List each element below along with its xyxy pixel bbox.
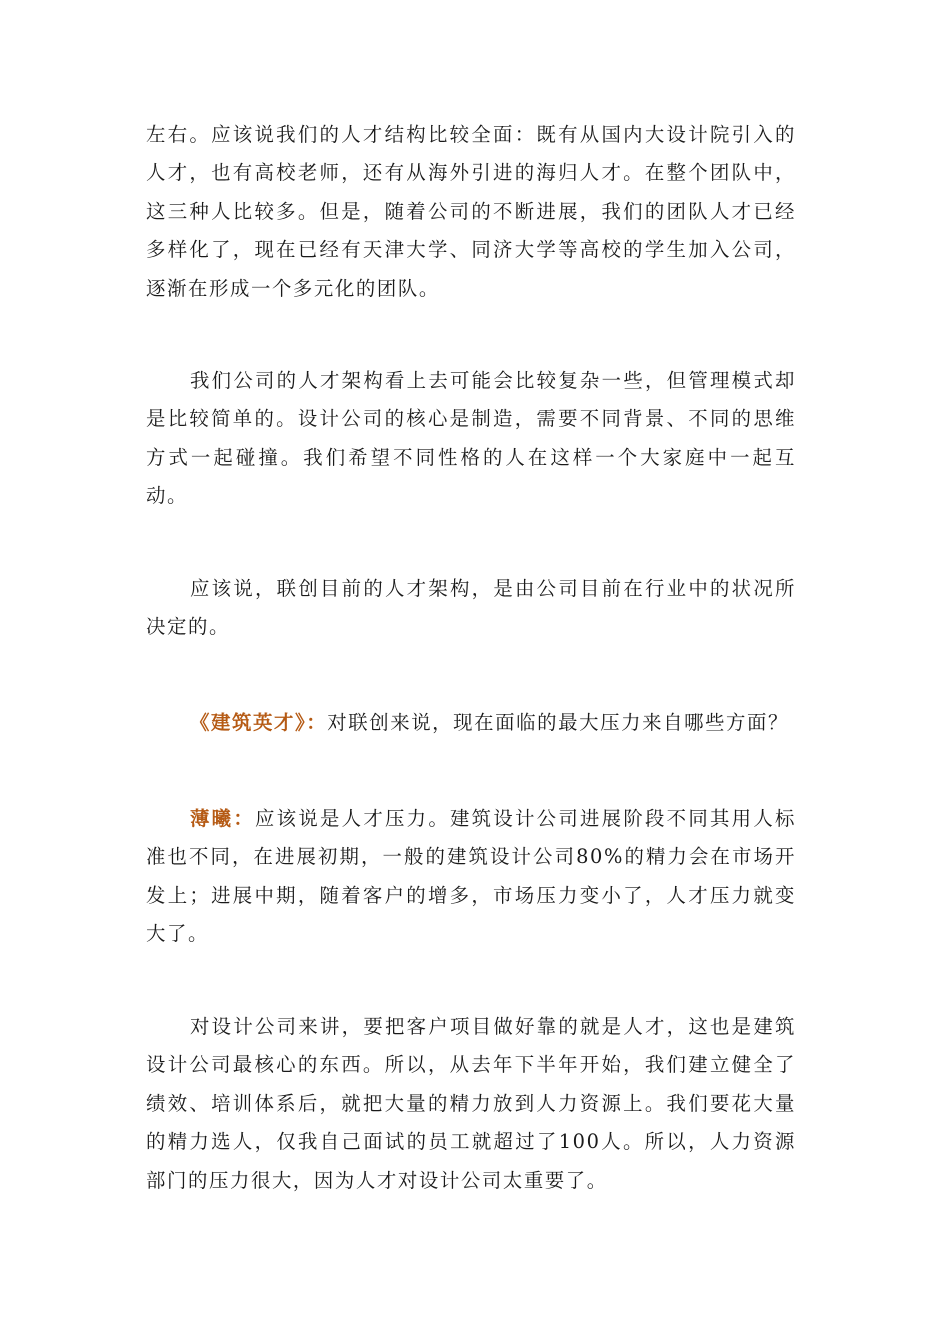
paragraph-6 (146, 1008, 796, 1200)
answer-text: 应该说是人才压力。建筑设计公司进展阶段不同其用人标准也不同，在进展初期，一般的建筑设计公司80%的精力会在市场开发上；进展中期，随着客户的增多，市场压力变小了，人才压力就变大了。 (146, 807, 796, 946)
paragraph-3 (146, 570, 796, 647)
paragraph-3-text: 应该说，联创目前的人才架构，是由公司目前在行业中的状况所决定的。 (146, 577, 796, 639)
interview-answer (146, 800, 796, 954)
paragraph-1 (146, 116, 796, 308)
speaker-label-interviewer: 《建筑英才》： (190, 711, 328, 734)
paragraph-2-text: 我们公司的人才架构看上去可能会比较复杂一些，但管理模式却是比较简单的。设计公司的核心是制造，需要不同背景、不同的思维方式一起碰撞。我们希望不同性格的人在这样一个大家庭中一起互动。 (146, 369, 796, 508)
paragraph-1-text: 左右。应该说我们的人才结构比较全面：既有从国内大设计院引入的人才，也有高校老师，还有从海外引进的海归人才。在整个团队中，这三种人比较多。但是，随着公司的不断进展，我们的团队人才已经多样化了，现在已经有天津大学、同济大学等高校的学生加入公司，逐渐在形成一个多元化的团队。 (146, 123, 796, 300)
speaker-label-interviewee: 薄曦： (190, 807, 255, 830)
paragraph-2 (146, 362, 796, 516)
question-text: 对联创来说，现在面临的最大压力来自哪些方面？ (327, 711, 790, 734)
interview-question (146, 704, 796, 742)
paragraph-6-text: 对设计公司来讲，要把客户项目做好靠的就是人才，这也是建筑设计公司最核心的东西。所以，从去年下半年开始，我们建立健全了绩效、培训体系后，就把大量的精力放到人力资源上。我们要花大量的精力选人，仅我自己面试的员工就超过了100人。所以，人力资源部门的压力很大，因为人才对设计公司太重要了。 (146, 1015, 796, 1192)
